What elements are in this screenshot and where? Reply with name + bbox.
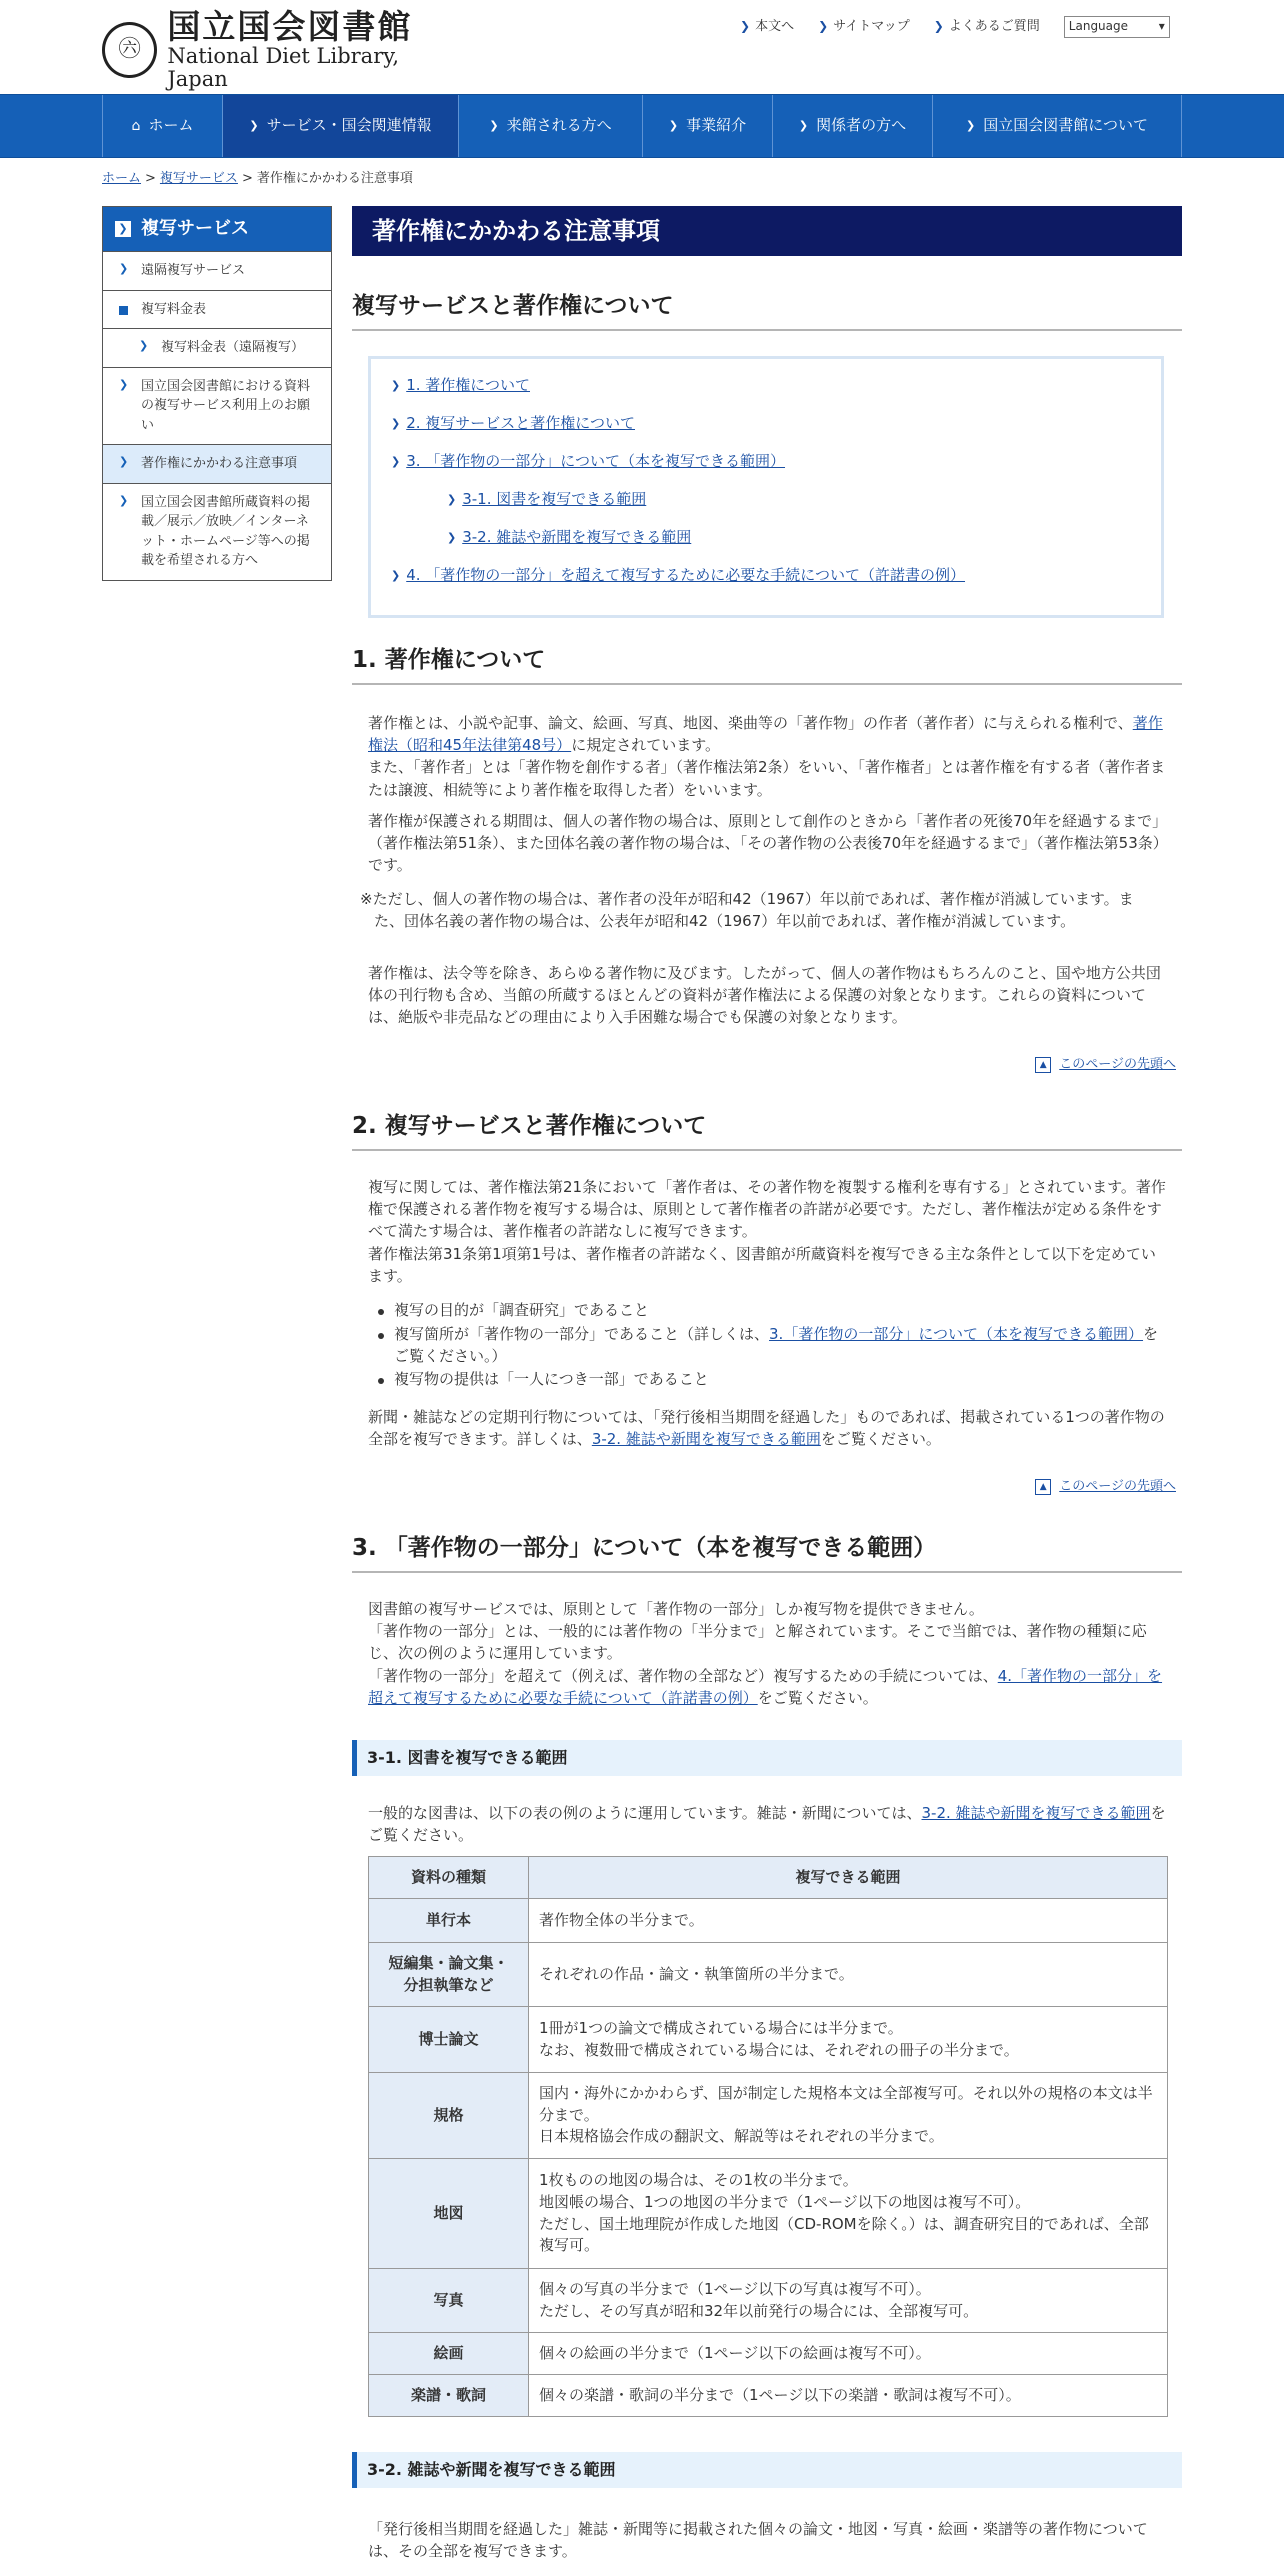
- logo-english: National Diet Library, Japan: [167, 44, 399, 92]
- logo-emblem-icon: ㊅: [102, 22, 157, 78]
- chevron-down-icon: ❯: [249, 119, 259, 133]
- nav-projects[interactable]: ❯ 事業紹介: [642, 95, 772, 157]
- subsection-3-1-para: 一般的な図書は、以下の表の例のように運用しています。雑誌・新聞については、3-2. 雑誌や新聞を複写できる範囲をご覧ください。: [368, 1804, 1166, 1845]
- chevron-right-icon: ❯: [119, 377, 129, 391]
- section-4-link[interactable]: 4.「著作物の一部分」を超えて複写するために必要な手続について（許諾書の例）: [368, 1666, 1163, 1707]
- section-heading: 複写サービスと著作権について: [352, 290, 1182, 331]
- sidebar-item-copyright-notes[interactable]: ❯ 著作権にかかわる注意事項: [103, 444, 331, 483]
- breadcrumb: ホーム > 複写サービス > 著作権にかかわる注意事項: [102, 171, 413, 186]
- toc-item-3[interactable]: ❯ 3. 「著作物の一部分」について（本を複写できる範囲）: [391, 452, 786, 470]
- arrow-up-icon: ▲: [1035, 1479, 1051, 1495]
- table-row: 地図 1枚ものの地図の場合は、その1枚の半分まで。 地図帳の場合、1つの地図の半分まで（1ページ以下の地図は複写不可）。 ただし、国土地理院が作成した地図（CD-ROMを除く。）は、調査研究目的であれば、全部複写可。: [369, 2159, 1168, 2269]
- section-2-heading: 2. 複写サービスと著作権について: [352, 1110, 1182, 1151]
- section-1-para-2: 著作権が保護される期間は、個人の著作物の場合は、原則として創作のときから「著作者の死後70年を経過するまで」（著作権法第51条）、また団体名義の著作物の場合は、「その著作物の公表後70年を経過するまで」（著作権法第53条）です。: [368, 812, 1168, 875]
- toc-item-4[interactable]: ❯ 4. 「著作物の一部分」を超えて複写するために必要な手続について（許諾書の例）: [391, 566, 966, 584]
- section-1-para-4: 著作権は、法令等を除き、あらゆる著作物に及びます。したがって、個人の著作物はもちろんのこと、国や地方公共団体の刊行物も含め、当館の所蔵するほとんどの資料が著作権法による保護の対象となります。これらの資料については、絶版や非売品などの理由により入手困難な場合でも保護の対象となります。: [368, 964, 1161, 1027]
- nav-about[interactable]: ❯ 国立国会図書館について: [932, 95, 1182, 157]
- chevron-right-icon: ❯: [391, 416, 401, 430]
- chevron-right-icon: ❯: [119, 455, 129, 468]
- breadcrumb-home[interactable]: ホーム: [102, 171, 142, 186]
- chevron-down-icon: ❯: [966, 119, 976, 133]
- table-row: 博士論文 1冊が1つの論文で構成されている場合には半分まで。 なお、複数冊で構成されている場合には、それぞれの冊子の半分まで。: [369, 2007, 1168, 2073]
- section-2-para-1: 複写に関しては、著作権法第21条において「著作者は、その著作物を複製する権利を専有する」とされています。著作権で保護される著作物を複写する場合は、原則として著作権者の許諾が必要です。ただし、著作権法が定める条件をすべて満たす場合は、著作権者の許諾なしに複写できます。 著作権法第31条第1項第1号は、著作権者の許諾なく、図書館が所蔵資料を複写できる主な条件として以下を定めています。: [368, 1178, 1166, 1285]
- table-row: 写真 個々の写真の半分まで（1ページ以下の写真は複写不可）。 ただし、その写真が昭和32年以前発行の場合には、全部複写可。: [369, 2269, 1168, 2333]
- section-2-para-3: 新聞・雑誌などの定期刊行物については、「発行後相当期間を経過した」ものであれば、掲載されている1つの著作物の全部を複写できます。詳しくは、3-2. 雑誌や新聞を複写できる範囲をご覧ください。: [368, 1408, 1165, 1449]
- section-3-heading: 3. 「著作物の一部分」について（本を複写できる範囲）: [352, 1532, 1182, 1573]
- back-to-top-link[interactable]: ▲ このページの先頭へ: [1035, 1478, 1176, 1497]
- section-1-note: ※ただし、個人の著作物の場合は、著作者の没年が昭和42（1967）年以前であれば、著作権が消滅しています。また、団体名義の著作物の場合は、公表年が昭和42（1967）年以前であれば、著作権が消滅しています。: [360, 890, 1134, 931]
- list-item: 複写箇所が「著作物の一部分」であること（詳しくは、3.「著作物の一部分」について（本を複写できる範囲）をご覧ください。）: [368, 1324, 1168, 1368]
- faq-link[interactable]: ❯ よくあるご質問: [934, 18, 1040, 37]
- chevron-down-icon: ❯: [668, 119, 679, 133]
- sidebar-item-remote-copy[interactable]: ❯ 遠隔複写サービス: [103, 251, 331, 290]
- nav-visitors[interactable]: ❯ 来館される方へ: [458, 95, 642, 157]
- subsection-3-1-heading: 3-1. 図書を複写できる範囲: [352, 1740, 1182, 1776]
- chevron-right-icon: ❯: [818, 19, 829, 34]
- section-3-link[interactable]: 3.「著作物の一部分」について（本を複写できる範囲）: [769, 1324, 1144, 1343]
- list-item: 複写物の提供は「一人につき一部」であること: [368, 1369, 1168, 1391]
- page-title: 著作権にかかわる注意事項: [352, 206, 1182, 256]
- sidebar-item-publication-requests[interactable]: ❯ 国立国会図書館所蔵資料の掲載／展示／放映／インターネット・ホームページ等への掲載を希望される方へ: [103, 483, 331, 580]
- toc-item-3-1[interactable]: ❯ 3-1. 図書を複写できる範囲: [447, 490, 647, 508]
- chevron-right-icon: ❯: [447, 530, 457, 544]
- chevron-right-icon: ❯: [391, 378, 401, 392]
- chevron-right-icon: ❯: [447, 492, 457, 506]
- sitemap-link[interactable]: ❯ サイトマップ: [818, 18, 910, 37]
- table-row: 楽譜・歌詞 個々の楽譜・歌詞の半分まで（1ページ以下の楽譜・歌詞は複写不可）。: [369, 2375, 1168, 2417]
- square-bullet-icon: [119, 306, 128, 315]
- section-1-para-1: 著作権とは、小説や記事、論文、絵画、写真、地図、楽曲等の「著作物」の作者（著作者）に与えられる権利で、著作権法（昭和45年法律第48号）に規定されています。 また、「著作者」とは「著作物を創作する者」（著作権法第2条）をいい、「著作権者」とは著作権を有する者（著作者または譲渡、相続等により著作権を取得した者）をいいます。: [368, 714, 1166, 799]
- home-icon: ⌂: [131, 117, 141, 134]
- nav-stakeholders[interactable]: ❯ 関係者の方へ: [772, 95, 932, 157]
- toc-item-3-2[interactable]: ❯ 3-2. 雑誌や新聞を複写できる範囲: [447, 528, 692, 546]
- chevron-right-icon: ❯: [115, 221, 131, 237]
- logo-japanese: 国立国会図書館: [167, 6, 413, 46]
- sidebar-title[interactable]: ❯ 複写サービス: [103, 207, 331, 251]
- section-1-heading: 1. 著作権について: [352, 644, 1182, 685]
- utility-links: [740, 16, 1170, 38]
- breadcrumb-copy-service[interactable]: 複写サービス: [159, 171, 238, 186]
- chevron-right-icon: ❯: [740, 19, 751, 34]
- breadcrumb-current: 著作権にかかわる注意事項: [256, 171, 413, 186]
- copyright-law-link[interactable]: 著作権法（昭和45年法律第48号）: [368, 714, 1163, 755]
- column-header-range: 複写できる範囲: [529, 1857, 1168, 1899]
- toc-item-1[interactable]: ❯ 1. 著作権について: [391, 376, 530, 394]
- sidebar-item-fee-table-remote[interactable]: ❯ 複写料金表（遠隔複写）: [103, 328, 331, 367]
- site-header: [0, 0, 1284, 94]
- main-content: [352, 206, 1182, 2561]
- language-select[interactable]: Language ▾: [1064, 16, 1170, 38]
- chevron-right-icon: ❯: [391, 568, 401, 582]
- section-3-para-1: 図書館の複写サービスでは、原則として「著作物の一部分」しか複写物を提供できません。 「著作物の一部分」とは、一般的には著作物の「半分まで」と解されています。そこで当館では、著作物の種類に応じ、次の例のように運用しています。 「著作物の一部分」を超えて（例えば、著作物の全部など）複写するための手続については、4.「著作物の一部分」を超えて複写するために必要な手続について（許諾書の例）をご覧ください。: [368, 1600, 1163, 1707]
- table-header-row: [369, 1857, 1168, 1899]
- arrow-up-icon: ▲: [1035, 1057, 1051, 1073]
- back-to-top-link[interactable]: ▲ このページの先頭へ: [1035, 1056, 1176, 1075]
- conditions-list: [368, 1300, 1168, 1393]
- subsection-3-2-heading: 3-2. 雑誌や新聞を複写できる範囲: [352, 2452, 1182, 2488]
- table-row: 単行本 著作物全体の半分まで。: [369, 1899, 1168, 1943]
- chevron-down-icon: ❯: [798, 119, 809, 133]
- column-header-type: 資料の種類: [369, 1857, 529, 1899]
- table-of-contents: [368, 356, 1164, 618]
- table-row: 規格 国内・海外にかかわらず、国が制定した規格本文は全部複写可。それ以外の規格の本文は半分まで。 日本規格協会作成の翻訳文、解説等はそれぞれの半分まで。: [369, 2073, 1168, 2159]
- chevron-right-icon: ❯: [139, 339, 149, 352]
- table-row: 短編集・論文集・分担執筆など それぞれの作品・論文・執筆箇所の半分まで。: [369, 1943, 1168, 2007]
- sidebar: [102, 206, 332, 581]
- list-item: 複写の目的が「調査研究」であること: [368, 1300, 1168, 1322]
- toc-item-2[interactable]: ❯ 2. 複写サービスと著作権について: [391, 414, 635, 432]
- chevron-right-icon: ❯: [391, 454, 401, 468]
- site-logo[interactable]: [102, 6, 462, 92]
- table-row: 絵画 個々の絵画の半分まで（1ページ以下の絵画は複写不可）。: [369, 2333, 1168, 2375]
- nav-home[interactable]: ⌂ ホーム: [102, 95, 222, 157]
- skip-to-content-link[interactable]: ❯ 本文へ: [740, 18, 794, 37]
- chevron-down-icon: ▾: [1158, 19, 1165, 34]
- global-nav: [0, 94, 1284, 158]
- chevron-right-icon: ❯: [119, 262, 129, 275]
- sidebar-item-fee-table[interactable]: 複写料金表: [103, 290, 331, 329]
- sidebar-item-usage-requests[interactable]: ❯ 国立国会図書館における資料の複写サービス利用上のお願い: [103, 367, 331, 445]
- chevron-down-icon: ❯: [489, 119, 499, 133]
- copy-range-table: [368, 1856, 1168, 2417]
- chevron-right-icon: ❯: [933, 19, 944, 34]
- chevron-right-icon: ❯: [119, 493, 129, 507]
- section-3-2-link[interactable]: 3-2. 雑誌や新聞を複写できる範囲: [591, 1430, 821, 1449]
- nav-services[interactable]: ❯ サービス・国会関連情報: [222, 95, 458, 157]
- subsection-3-2-para: 「発行後相当期間を経過した」雑誌・新聞等に掲載された個々の論文・地図・写真・絵画・楽譜等の著作物については、その全部を複写できます。: [368, 2520, 1148, 2561]
- section-3-2-link[interactable]: 3-2. 雑誌や新聞を複写できる範囲: [921, 1804, 1151, 1822]
